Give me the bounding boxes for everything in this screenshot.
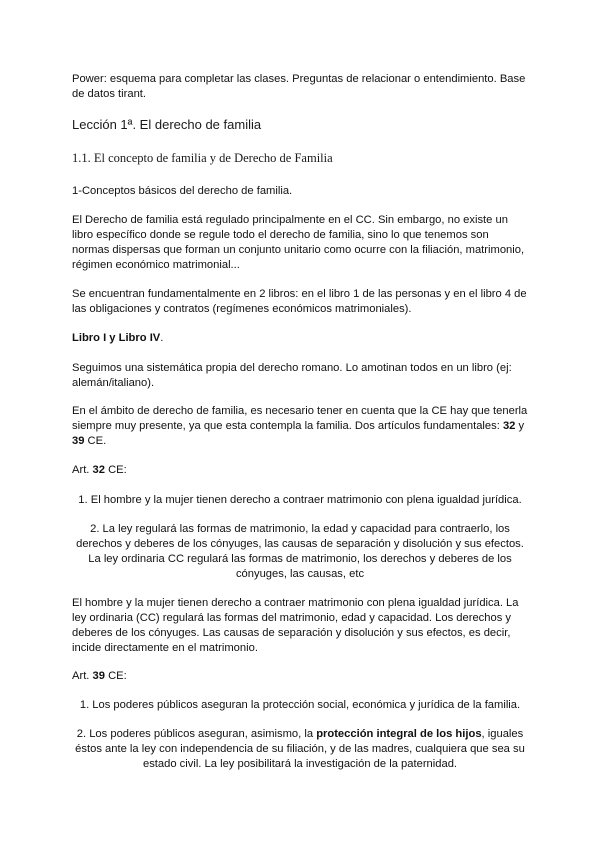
subsection-title: 1-Conceptos básicos del derecho de familia. (72, 185, 293, 197)
books-heading-bold: Libro I y Libro IV (72, 332, 161, 344)
ce-article-39: 39 (72, 435, 85, 447)
section-title: 1.1. El concepto de familia y de Derecho de Familia (72, 151, 333, 165)
art39-item-1: 1. Los poderes públicos aseguran la protección social, económica y jurídica de la familia. (79, 699, 521, 711)
ce-text-before: En el ámbito de derecho de familia, es necesario tener en cuenta que la CE hay que tenerla siempre muy presente, ya que esta contempla la familia. Dos artículos fundamentales: (72, 405, 528, 432)
paragraph-books: Se encuentran fundamentalmente en 2 libros: en el libro 1 de las personas y en el libro 4 de las obligaciones y contratos (regímenes económicos matrimoniales). (72, 288, 527, 315)
art32-suffix: CE: (104, 464, 127, 476)
art39-item2-before: 2. Los poderes públicos aseguran, asimismo, la (76, 728, 317, 740)
art39-number: 39 (92, 670, 105, 682)
art32-item-2: 2. La ley regulará las formas de matrimonio, la edad y capacidad para contraerlo, los derechos y deberes de los cónyuges, las causas de separación y disolución y sus efectos. La ley ordinaria CC regulará las formas de matrimonio, los derechos y deberes de los cónyuges, las causas, etc (76, 523, 524, 580)
art39-prefix: Art. (72, 670, 93, 682)
art39-item2-bold: protección integral de los hijos (316, 728, 482, 740)
art32-heading (72, 463, 528, 478)
books-heading-end: . (160, 332, 164, 344)
lesson-title: Lección 1ª. El derecho de familia (72, 117, 262, 132)
art39-suffix: CE: (104, 670, 127, 682)
paragraph-regulation: El Derecho de familia está regulado principalmente en el CC. Sin embargo, no existe un libro específico donde se regule todo el derecho de familia, sino lo que tenemos son normas dispersas que forman un conjunto unitario como ocurre con la filiación, matrimonio, régimen económico matrimonial... (72, 214, 525, 271)
paragraph-constitution (72, 404, 528, 449)
art39-heading (72, 669, 528, 684)
ce-connector: y (515, 420, 525, 432)
art32-prefix: Art. (72, 464, 93, 476)
paragraph-roman-system: Seguimos una sistemática propia del derecho romano. Lo amotinan todos en un libro (ej: alemán/italiano). (72, 362, 512, 389)
art32-number: 32 (92, 464, 105, 476)
books-heading (72, 331, 528, 346)
ce-text-after: CE. (84, 435, 107, 447)
intro-note: Power: esquema para completar las clases. Preguntas de relacionar o entendimiento. Base de datos tirant. (72, 73, 526, 100)
ce-article-32: 32 (502, 420, 516, 432)
art39-item2-after: , iguales éstos ante la ley con independencia de su filiación, y de las madres, cualquiera que sea su estado civil. La ley posibilitará la investigación de la paternidad. (75, 728, 525, 770)
art32-item-1: 1. El hombre y la mujer tienen derecho a contraer matrimonio con plena igualdad jurídica. (78, 494, 522, 506)
art32-summary: El hombre y la mujer tienen derecho a contraer matrimonio con plena igualdad jurídica. La ley ordinaria (CC) regulará las formas del matrimonio, edad y capacidad. Los derechos y deberes de los cónyuges. Las causas de separación y disolución y sus efectos, es decir, incide directamente en el matrimonio. (72, 597, 519, 654)
art39-item-2 (72, 727, 528, 772)
